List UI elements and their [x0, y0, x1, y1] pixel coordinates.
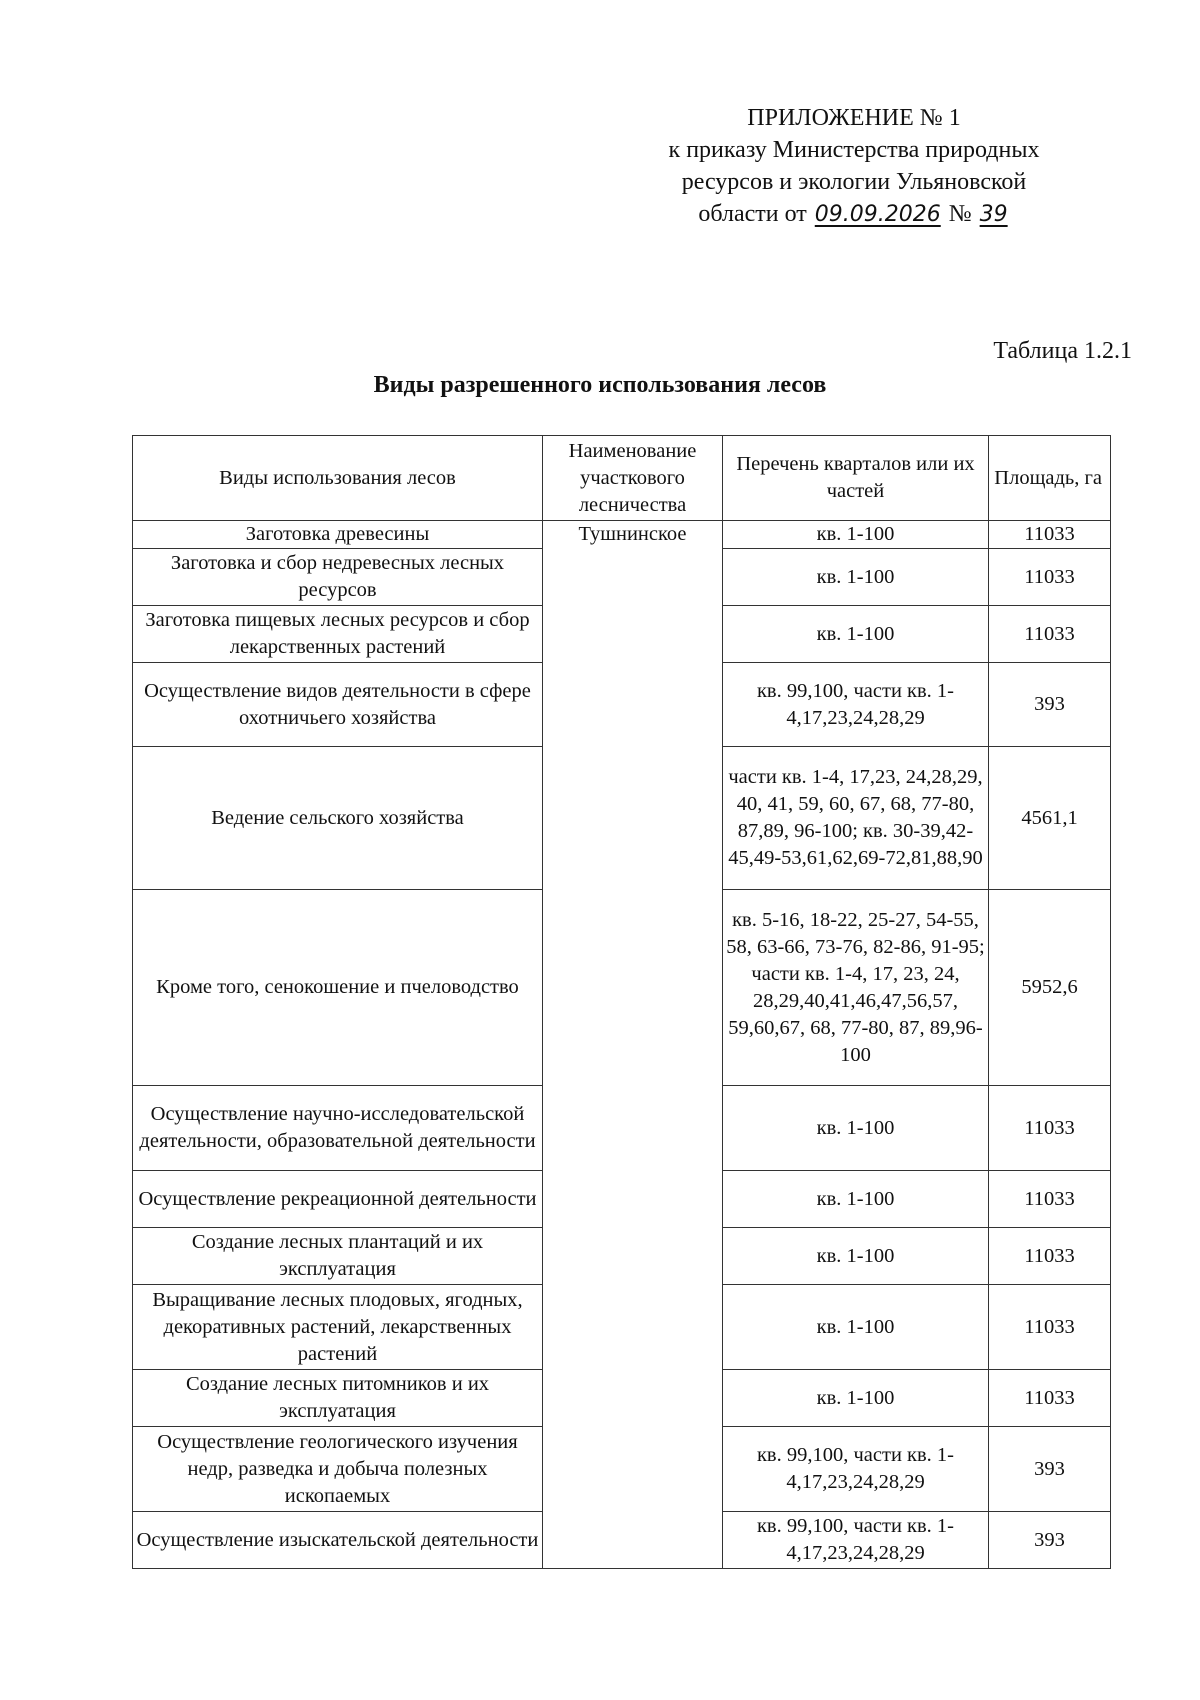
area-cell: 11033	[989, 1228, 1111, 1285]
table-label: Таблица 1.2.1	[993, 338, 1132, 364]
forestry-cell: Тушнинское	[543, 521, 723, 1569]
use-cell: Создание лесных плантаций и их эксплуатация	[133, 1228, 543, 1285]
area-cell: 393	[989, 1512, 1111, 1569]
area-cell: 393	[989, 1427, 1111, 1512]
use-cell: Осуществление рекреационной деятельности	[133, 1171, 543, 1228]
order-number: 39	[979, 202, 1008, 227]
use-cell: Кроме того, сенокошение и пчеловодство	[133, 890, 543, 1086]
use-cell: Создание лесных питомников и их эксплуатация	[133, 1370, 543, 1427]
area-cell: 11033	[989, 521, 1111, 549]
header-area: Площадь, га	[989, 436, 1111, 521]
quarters-cell: кв. 99,100, части кв. 1-4,17,23,24,28,29	[723, 663, 989, 747]
use-cell: Заготовка и сбор недревесных лесных ресурсов	[133, 549, 543, 606]
header-use: Виды использования лесов	[133, 436, 543, 521]
appendix-line-3	[594, 198, 1114, 231]
use-cell: Заготовка пищевых лесных ресурсов и сбор лекарственных растений	[133, 606, 543, 663]
use-cell: Осуществление видов деятельности в сфере охотничьего хозяйства	[133, 663, 543, 747]
quarters-cell: кв. 1-100	[723, 1285, 989, 1370]
area-cell: 4561,1	[989, 747, 1111, 890]
quarters-cell: кв. 1-100	[723, 521, 989, 549]
area-cell: 393	[989, 663, 1111, 747]
area-cell: 5952,6	[989, 890, 1111, 1086]
area-cell: 11033	[989, 1086, 1111, 1171]
appendix-line-2: ресурсов и экологии Ульяновской	[681, 169, 1027, 195]
quarters-cell: кв. 99,100, части кв. 1-4,17,23,24,28,29	[723, 1427, 989, 1512]
area-cell: 11033	[989, 606, 1111, 663]
use-cell: Осуществление изыскательской деятельности	[133, 1512, 543, 1569]
use-cell: Выращивание лесных плодовых, ягодных, декоративных растений, лекарственных растений	[133, 1285, 543, 1370]
table-header-row	[133, 436, 1111, 521]
area-cell: 11033	[989, 549, 1111, 606]
quarters-cell: кв. 1-100	[723, 1228, 989, 1285]
appendix-title: ПРИЛОЖЕНИЕ № 1	[747, 105, 961, 131]
quarters-cell: кв. 1-100	[723, 606, 989, 663]
area-cell: 11033	[989, 1171, 1111, 1228]
area-cell: 11033	[989, 1370, 1111, 1427]
use-cell: Осуществление научно-исследовательской деятельности, образовательной деятельности	[133, 1086, 543, 1171]
order-date: 09.09.2026	[814, 202, 941, 227]
appendix-header	[594, 102, 1114, 231]
forest-use-table	[132, 435, 1111, 1569]
header-quarters: Перечень кварталов или их частей	[723, 436, 989, 521]
quarters-cell: части кв. 1-4, 17,23, 24,28,29, 40, 41, 59, 60, 67, 68, 77-80, 87,89, 96-100; кв. 30-39,42-45,49-53,61,62,69-72,81,88,90	[723, 747, 989, 890]
header-forestry: Наименование участкового лесничества	[543, 436, 723, 521]
quarters-cell: кв. 99,100, части кв. 1-4,17,23,24,28,29	[723, 1512, 989, 1569]
quarters-cell: кв. 5-16, 18-22, 25-27, 54-55, 58, 63-66, 73-76, 82-86, 91-95; части кв. 1-4, 17, 23, 24, 28,29,40,41,46,47,56,57, 59,60,67, 68, 77-80, 87, 89,96-100	[723, 890, 989, 1086]
use-cell: Осуществление геологического изучения недр, разведка и добыча полезных ископаемых	[133, 1427, 543, 1512]
use-cell: Ведение сельского хозяйства	[133, 747, 543, 890]
number-label: №	[948, 201, 972, 227]
area-cell: 11033	[989, 1285, 1111, 1370]
appendix-prefix: области от	[698, 201, 807, 227]
page-title: Виды разрешенного использования лесов	[373, 372, 827, 398]
quarters-cell: кв. 1-100	[723, 1086, 989, 1171]
quarters-cell: кв. 1-100	[723, 1370, 989, 1427]
use-cell: Заготовка древесины	[133, 521, 543, 549]
quarters-cell: кв. 1-100	[723, 1171, 989, 1228]
quarters-cell: кв. 1-100	[723, 549, 989, 606]
table-row	[133, 521, 1111, 549]
appendix-line-1: к приказу Министерства природных	[668, 137, 1040, 163]
